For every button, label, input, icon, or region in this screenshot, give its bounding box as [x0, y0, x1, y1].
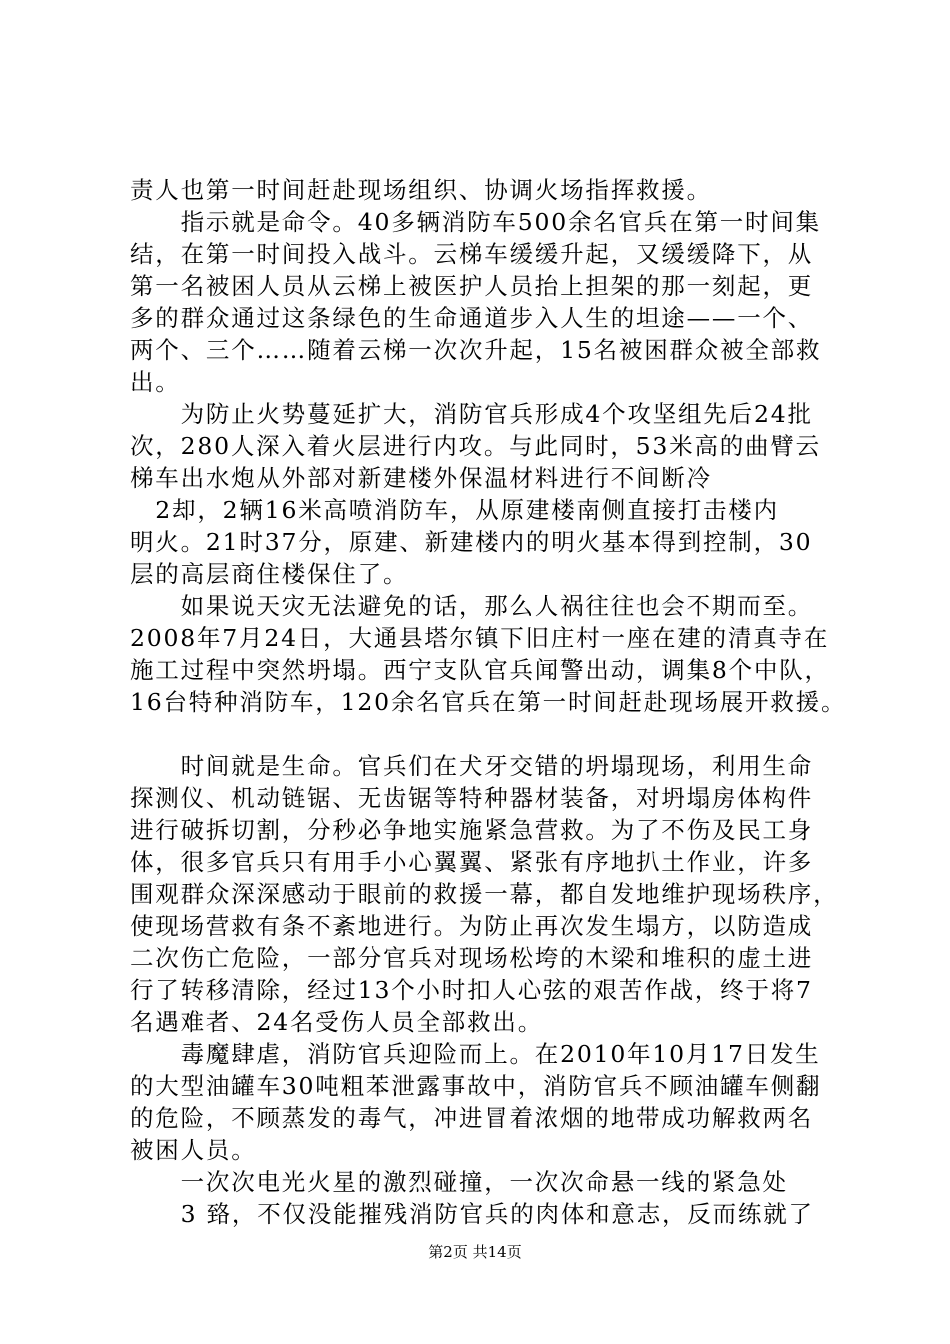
text-line: 为防止火势蔓延扩大，消防官兵形成4个攻坚组先后24批: [130, 400, 813, 428]
text-line: 多的群众通过这条绿色的生命通道步入人生的坦途——一个、: [130, 304, 814, 332]
text-line: 的危险，不顾蒸发的毒气，冲进冒着浓烟的地带成功解救两名: [130, 1104, 814, 1132]
text-line: 明火。21时37分，原建、新建楼内的明火基本得到控制，30: [130, 528, 813, 556]
text-line: 施工过程中突然坍塌。西宁支队官兵闻警出动，调集8个中队，: [130, 656, 830, 684]
text-line: 3 臵，不仅没能摧残消防官兵的肉体和意志，反而练就了: [130, 1200, 814, 1228]
text-line: 的大型油罐车30吨粗苯泄露事故中，消防官兵不顾油罐车侧翻: [130, 1072, 822, 1100]
text-line: 出。: [130, 368, 181, 396]
text-line: 被困人员。: [130, 1136, 257, 1164]
text-line: 16台特种消防车，120余名官兵在第一时间赶赴现场展开救援。: [130, 688, 847, 716]
text-line: 层的高层商住楼保住了。: [130, 560, 409, 588]
text-line: 次，280人深入着火层进行内攻。与此同时，53米高的曲臂云: [130, 432, 821, 460]
text-line: 指示就是命令。40多辆消防车500余名官兵在第一时间集: [130, 208, 821, 236]
text-line: 探测仪、机动链锯、无齿锯等特种器材装备，对坍塌房体构件: [130, 784, 814, 812]
text-line: 一次次电光火星的激烈碰撞，一次次命悬一线的紧急处: [130, 1168, 788, 1196]
page-number-footer: 第2页 共14页: [428, 1243, 522, 1261]
text-line: 二次伤亡危险，一部分官兵对现场松垮的木梁和堆积的虚土进: [130, 944, 814, 972]
text-line: 2008年7月24日，大通县塔尔镇下旧庄村一座在建的清真寺在: [130, 624, 830, 652]
document-body: [130, 174, 847, 1230]
text-line: 第一名被困人员从云梯上被医护人员抬上担架的那一刻起，更: [130, 272, 814, 300]
text-line: 行了转移清除，经过13个小时扣人心弦的艰苦作战，终于将7: [130, 976, 813, 1004]
text-line: 毒魔肆虐，消防官兵迎险而上。在2010年10月17日发生: [130, 1040, 821, 1068]
blank-line: [130, 718, 835, 750]
text-line: 使现场营救有条不紊地进行。为防止再次发生塌方，以防造成: [130, 912, 814, 940]
text-line: 责人也第一时间赶赴现场组织、协调火场指挥救援。: [130, 176, 712, 204]
text-line: 结，在第一时间投入战斗。云梯车缓缓升起，又缓缓降下，从: [130, 240, 814, 268]
text-line: 2却，2辆16米高喷消防车，从原建楼南侧直接打击楼内: [130, 496, 779, 524]
text-line: 体，很多官兵只有用手小心翼翼、紧张有序地扒土作业，许多: [130, 848, 814, 876]
text-line: 时间就是生命。官兵们在犬牙交错的坍塌现场，利用生命: [130, 752, 814, 780]
text-line: 名遇难者、24名受伤人员全部救出。: [130, 1008, 544, 1036]
text-line: 如果说天灾无法避免的话，那么人祸往往也会不期而至。: [130, 592, 814, 620]
text-line: 进行破拆切割，分秒必争地实施紧急营救。为了不伤及民工身: [130, 816, 814, 844]
text-line: 梯车出水炮从外部对新建楼外保温材料进行不间断冷: [130, 464, 712, 492]
text-line: 围观群众深深感动于眼前的救援一幕，都自发地维护现场秩序，: [130, 880, 839, 908]
text-line: 两个、三个……随着云梯一次次升起，15名被困群众被全部救: [130, 336, 822, 364]
